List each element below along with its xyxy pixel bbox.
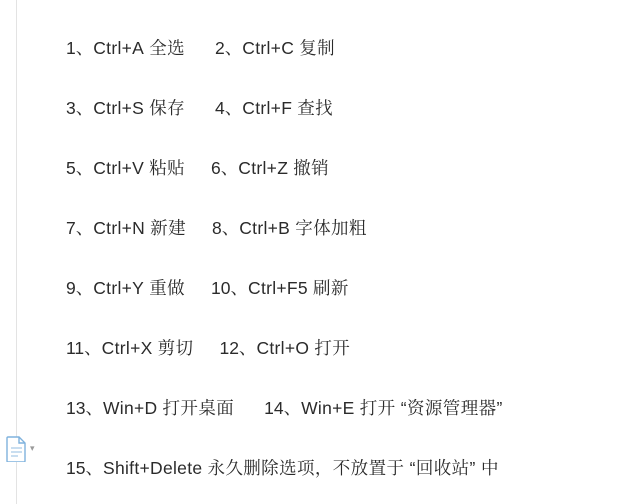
shortcut-entry xyxy=(219,318,350,378)
entry-number: 12、 xyxy=(219,338,257,358)
shortcut-entry xyxy=(66,258,185,318)
list-item xyxy=(66,78,626,138)
list-item xyxy=(66,438,626,498)
entry-description: 字体加粗 xyxy=(295,218,367,238)
entry-keys: Ctrl+A xyxy=(93,38,145,58)
entry-description: 新建 xyxy=(150,218,186,238)
entry-number: 14、 xyxy=(264,398,302,418)
entry-number: 4、 xyxy=(215,98,243,118)
entry-number: 5、 xyxy=(66,158,94,178)
entry-description: 永久删除选项，不放置于 “回收站” 中 xyxy=(207,458,499,478)
entry-keys: Ctrl+S xyxy=(93,98,145,118)
shortcut-entry xyxy=(66,18,185,78)
entry-keys: Ctrl+O xyxy=(256,338,310,358)
entry-number: 6、 xyxy=(211,158,239,178)
shortcut-entry xyxy=(66,138,185,198)
shortcut-entry xyxy=(211,138,329,198)
left-margin-rule xyxy=(16,0,17,504)
entry-keys: Ctrl+N xyxy=(93,218,146,238)
chevron-down-icon[interactable]: ▾ xyxy=(30,443,35,453)
shortcut-entry xyxy=(212,198,367,258)
entry-number: 3、 xyxy=(66,98,94,118)
entry-keys: Win+E xyxy=(301,398,355,418)
entry-description: 剪切 xyxy=(157,338,194,358)
entry-number: 15、 xyxy=(66,458,103,478)
list-item xyxy=(66,318,626,378)
entry-description: 撤销 xyxy=(293,158,330,178)
entry-keys: Ctrl+V xyxy=(93,158,145,178)
entry-number: 8、 xyxy=(211,218,240,238)
entry-description: 全选 xyxy=(149,38,186,58)
entry-description: 打开 xyxy=(314,338,351,358)
entry-description: 粘贴 xyxy=(149,158,186,178)
shortcut-entry xyxy=(66,378,234,438)
entry-number: 1、 xyxy=(66,38,94,58)
shortcut-entry xyxy=(66,318,193,378)
entry-description: 保存 xyxy=(149,98,186,118)
shortcut-entry xyxy=(215,18,335,78)
list-item xyxy=(66,258,626,318)
entry-keys: Shift+Delete xyxy=(102,458,203,478)
entry-description: 打开桌面 xyxy=(162,398,235,418)
entry-description: 刷新 xyxy=(313,278,349,298)
entry-number: 13、 xyxy=(66,398,103,418)
shortcut-entry xyxy=(66,198,186,258)
list-item xyxy=(66,198,626,258)
entry-description: 重做 xyxy=(149,278,186,298)
list-item xyxy=(66,18,626,78)
entry-keys: Ctrl+Y xyxy=(93,278,145,298)
entry-number: 11、 xyxy=(66,338,102,358)
entry-description: 打开 “资源管理器” xyxy=(359,398,503,418)
list-item xyxy=(66,138,626,198)
entry-keys: Ctrl+F5 xyxy=(248,278,308,298)
entry-keys: Ctrl+F xyxy=(242,98,293,118)
document-icon xyxy=(6,436,28,462)
entry-keys: Ctrl+X xyxy=(101,338,153,358)
shortcut-list xyxy=(66,0,626,504)
shortcut-entry xyxy=(215,78,333,138)
entry-number: 10、 xyxy=(211,278,248,298)
shortcut-entry xyxy=(211,258,349,318)
entry-number: 9、 xyxy=(66,278,94,298)
entry-description: 查找 xyxy=(297,98,334,118)
entry-keys: Ctrl+B xyxy=(239,218,291,238)
entry-keys: Ctrl+C xyxy=(242,38,295,58)
entry-description: 复制 xyxy=(299,38,336,58)
entry-number: 2、 xyxy=(215,38,243,58)
entry-keys: Win+D xyxy=(102,398,158,418)
entry-number: 7、 xyxy=(66,218,94,238)
list-item xyxy=(66,378,626,438)
shortcut-entry xyxy=(264,378,503,438)
entry-keys: Ctrl+Z xyxy=(238,158,289,178)
shortcut-entry xyxy=(66,438,499,498)
shortcut-entry xyxy=(66,78,185,138)
